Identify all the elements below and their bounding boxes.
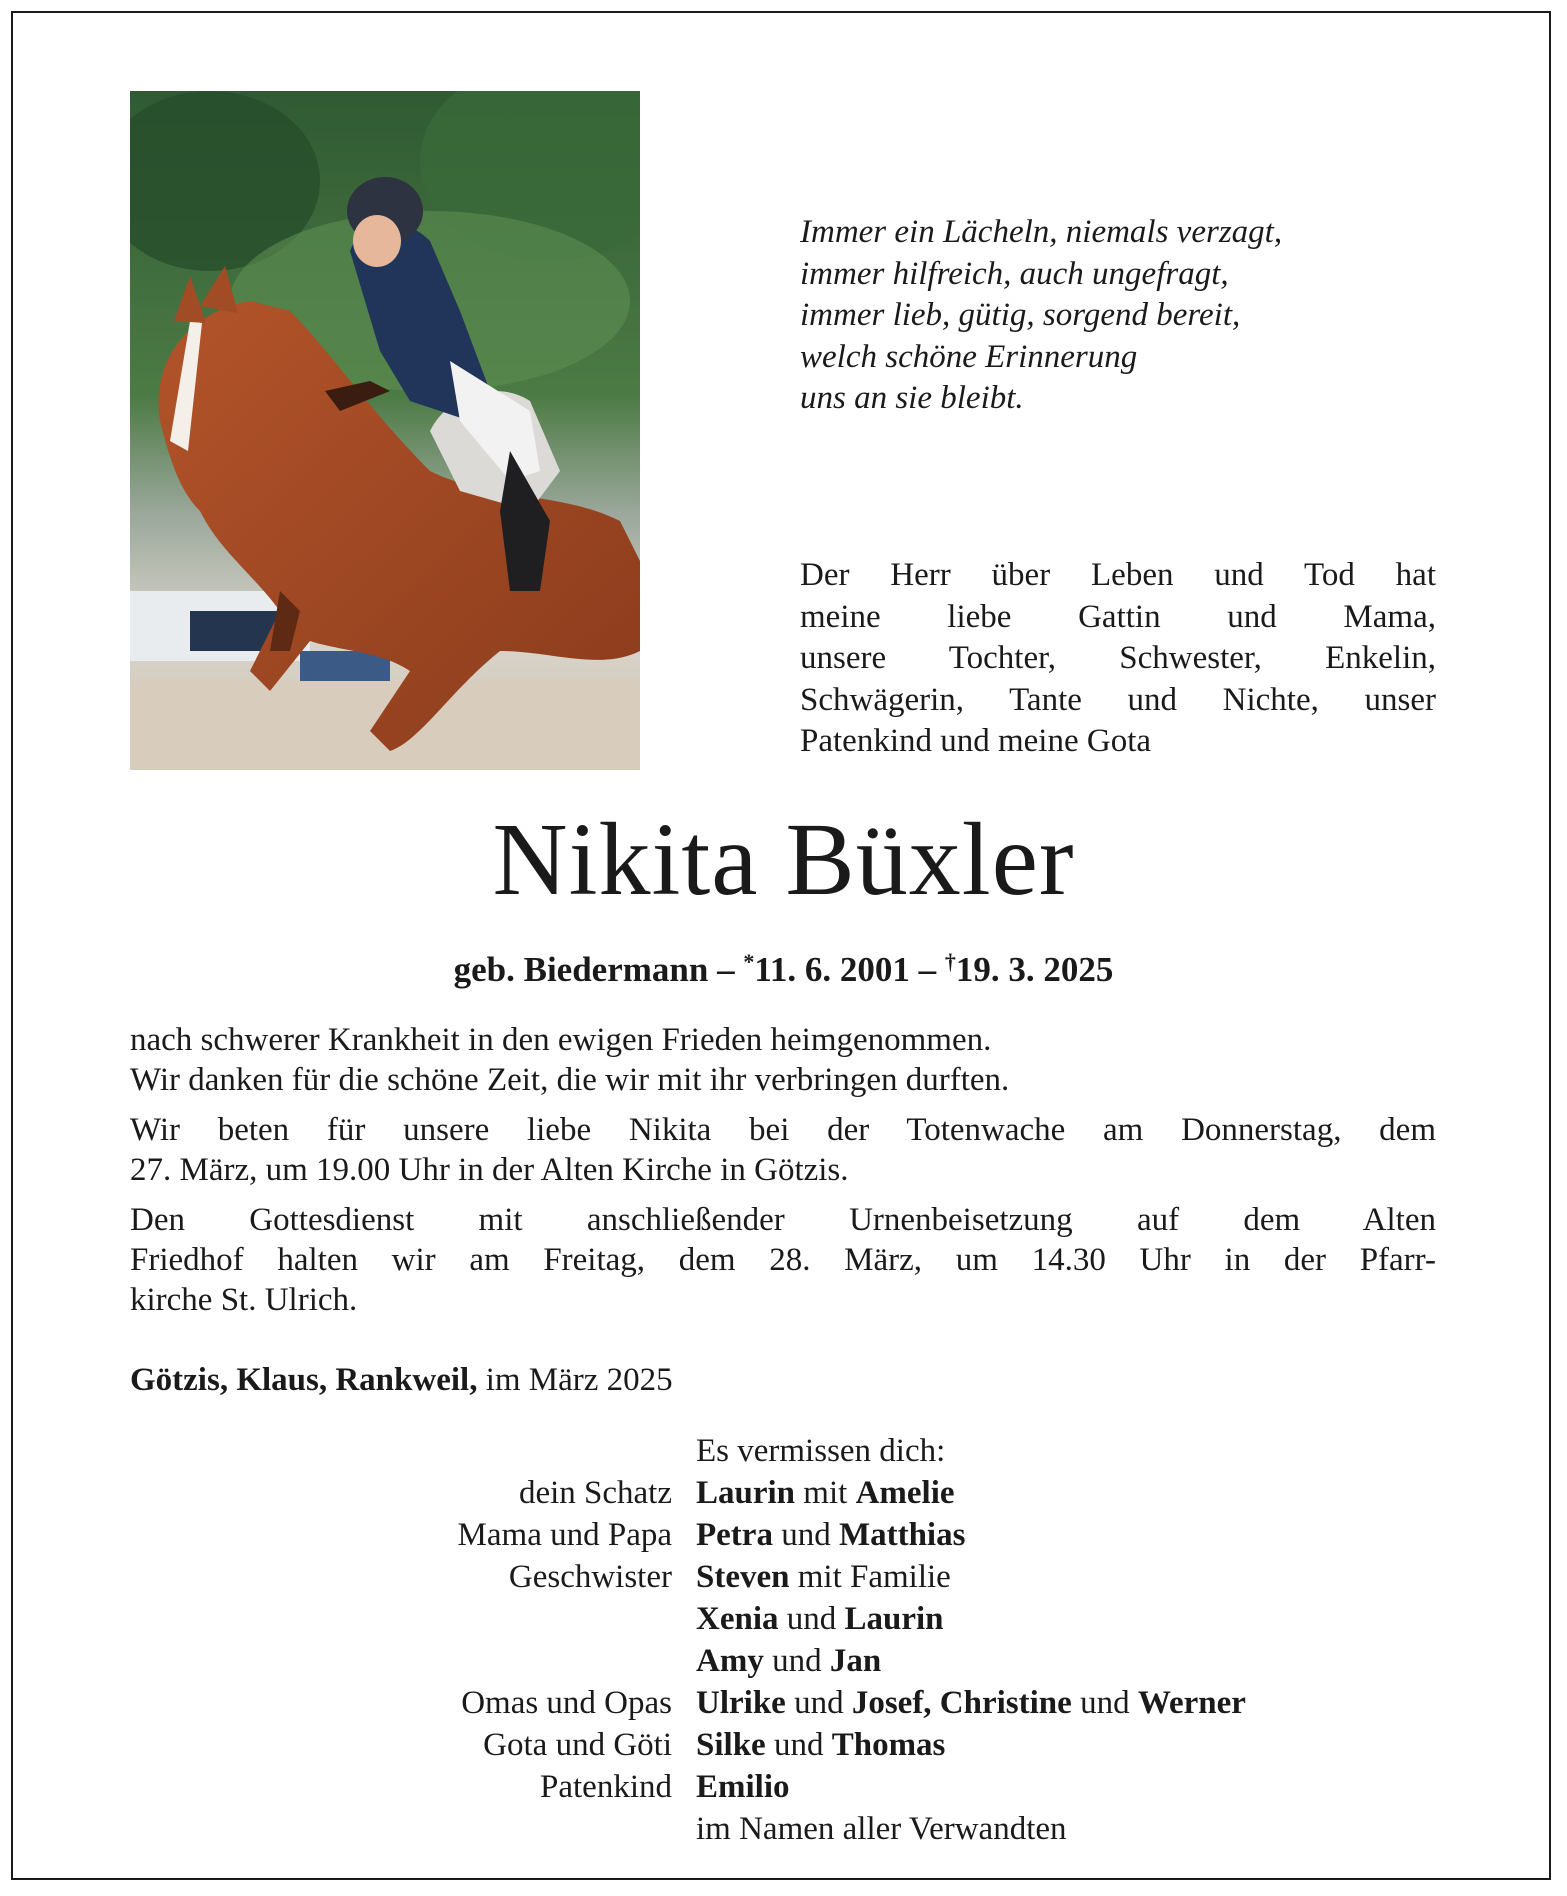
mourner-row <box>130 1514 1460 1556</box>
mourner-role: Geschwister <box>508 1559 672 1595</box>
mourner-connector: und <box>763 1643 830 1679</box>
mourner-connector: und <box>772 1517 839 1553</box>
mourners-heading: Es vermissen dich: <box>696 1433 946 1469</box>
death-date: 19. 3. 2025 <box>955 950 1114 989</box>
mourner-row <box>130 1556 1460 1598</box>
mourner-connector: und <box>765 1727 832 1763</box>
poem-line: immer lieb, gütig, sorgend bereit, <box>800 297 1241 333</box>
mourner-name: Petra <box>696 1517 773 1553</box>
mourner-row <box>130 1640 1460 1682</box>
mourner-names <box>696 1514 965 1556</box>
mourner-connector: im Namen aller Verwandten <box>696 1811 1067 1847</box>
poem-line: Immer ein Lächeln, niemals verzagt, <box>800 214 1283 250</box>
intro-paragraph <box>800 555 1436 763</box>
mourner-role <box>130 1808 696 1850</box>
intro-line: unsere Tochter, Schwester, Enkelin, <box>800 640 1436 676</box>
mourner-row <box>130 1766 1460 1808</box>
birth-symbol: * <box>743 949 755 974</box>
mourner-role: Mama und Papa <box>457 1517 672 1553</box>
body-line: Friedhof halten wir am Freitag, dem 28. März, um 14.30 Uhr in der Pfarr- <box>130 1242 1436 1278</box>
mourner-name: Thomas <box>831 1727 946 1763</box>
mourner-names <box>696 1724 945 1766</box>
life-dates <box>0 940 1567 992</box>
mourner-role: Omas und Opas <box>461 1685 672 1721</box>
mourner-row <box>130 1472 1460 1514</box>
mourner-connector: und <box>778 1601 845 1637</box>
mourner-names <box>696 1808 1067 1850</box>
photo-illustration <box>130 91 640 770</box>
poem-line: welch schöne Erinnerung <box>800 338 1138 375</box>
mourner-names <box>696 1598 944 1640</box>
mourner-name: Werner <box>1137 1685 1246 1721</box>
mourner-name: Laurin <box>844 1601 944 1637</box>
mourner-row <box>130 1682 1460 1724</box>
mourner-role <box>130 1598 696 1640</box>
birth-date: 11. 6. 2001 <box>754 950 910 989</box>
separator: – <box>918 950 937 989</box>
mourner-name: Amy <box>696 1643 764 1679</box>
deceased-name: Nikita Büxler <box>492 802 1075 917</box>
intro-line: Der Herr über Leben und Tod hat <box>800 557 1436 593</box>
mourner-connector: mit <box>795 1475 856 1511</box>
mourner-name: Emilio <box>696 1769 790 1805</box>
separator: – <box>717 950 735 989</box>
mourner-role: Gota und Göti <box>483 1727 672 1763</box>
mourner-row <box>130 1724 1460 1766</box>
mourner-role <box>130 1640 696 1682</box>
mourner-role: dein Schatz <box>518 1475 672 1511</box>
mourner-names <box>696 1556 951 1598</box>
portrait-photo-rider-on-horse <box>130 91 640 770</box>
body-line: Wir danken für die schöne Zeit, die wir mit ihr verbringen durften. <box>130 1062 1010 1098</box>
mourner-name: Silke <box>696 1727 766 1763</box>
death-symbol: † <box>944 949 956 974</box>
mourners-list <box>130 1430 1460 1850</box>
mourner-connector: mit Familie <box>789 1559 951 1595</box>
mourner-names <box>696 1640 881 1682</box>
place-and-date <box>130 1360 673 1400</box>
issue-date: im März 2025 <box>485 1362 673 1398</box>
mourner-row <box>130 1808 1460 1850</box>
intro-line: meine liebe Gattin und Mama, <box>800 598 1436 635</box>
mourner-name: Ulrike <box>696 1685 786 1721</box>
paragraph-wake <box>130 1110 1436 1190</box>
poem-line: immer hilfreich, auch ungefragt, <box>800 255 1229 292</box>
mourner-names <box>696 1766 790 1808</box>
mourner-names <box>696 1682 1246 1724</box>
mourner-names <box>696 1472 955 1514</box>
mourner-name: Amelie <box>855 1475 955 1511</box>
mourner-row <box>130 1598 1460 1640</box>
mourner-role: Patenkind <box>540 1769 672 1805</box>
mourner-name: Josef, Christine <box>851 1685 1072 1721</box>
body-line: Den Gottesdienst mit anschließender Urnenbeisetzung auf dem Alten <box>130 1202 1436 1238</box>
intro-line: Schwägerin, Tante und Nichte, unser <box>800 681 1436 718</box>
mourner-name: Matthias <box>838 1517 966 1553</box>
mourner-name: Jan <box>829 1643 882 1679</box>
body-line: nach schwerer Krankheit in den ewigen Frieden heimgenommen. <box>130 1022 992 1058</box>
mourner-name: Xenia <box>696 1601 779 1637</box>
paragraph-service <box>130 1200 1436 1320</box>
mourner-connector: und <box>785 1685 852 1721</box>
body-line: kirche St. Ulrich. <box>130 1282 358 1318</box>
mourners-heading-row <box>130 1430 1460 1472</box>
mourner-name: Laurin <box>696 1475 796 1511</box>
body-line: 27. März, um 19.00 Uhr in der Alten Kirche in Götzis. <box>130 1152 849 1188</box>
intro-line: Patenkind und meine Gota <box>800 723 1152 759</box>
towns: Götzis, Klaus, Rankweil, <box>130 1362 478 1398</box>
poem-line: uns an sie bleibt. <box>800 380 1024 416</box>
memorial-poem <box>800 212 1480 420</box>
mourner-name: Steven <box>696 1559 790 1595</box>
mourner-connector: und <box>1071 1685 1138 1721</box>
maiden-name: geb. Biedermann <box>453 950 709 989</box>
paragraph-passing <box>130 1020 1436 1100</box>
announcement-body <box>130 1020 1436 1330</box>
body-line: Wir beten für unsere liebe Nikita bei der Totenwache am Donnerstag, dem <box>130 1112 1436 1148</box>
